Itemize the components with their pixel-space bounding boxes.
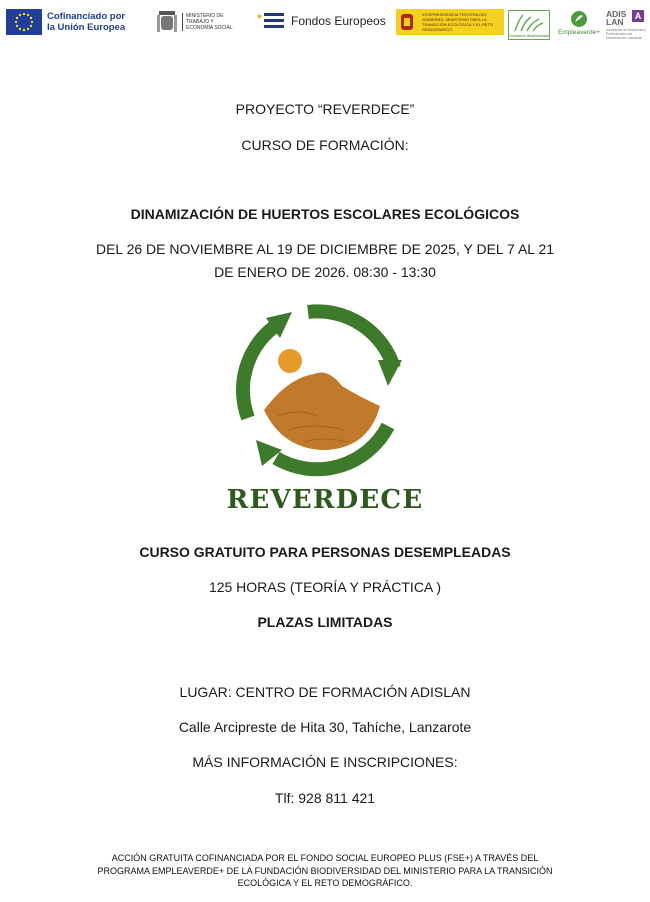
phone-text: Tlf: 928 811 421 bbox=[274, 790, 376, 806]
footer-line-1: ACCIÓN GRATUITA COFINANCIADA POR EL FONDO SOCIAL EUROPEO PLUS (FSE+) A TRAVÉS DEL bbox=[111, 853, 539, 863]
grass-icon bbox=[509, 11, 549, 33]
adislan-subtitle: Asociación de Empresas y Profesionales del Desarrollo de Lanzarote bbox=[606, 28, 646, 40]
course-dates-line-2: DE ENERO DE 2026. 08:30 - 13:30 bbox=[214, 264, 436, 280]
limited-places-text: PLAZAS LIMITADAS bbox=[257, 614, 393, 630]
fondos-europeos-logo bbox=[256, 10, 386, 32]
fondos-europeos-icon bbox=[256, 10, 286, 32]
fundacion-biodiversidad-text: Fundación Biodiversidad bbox=[509, 34, 549, 38]
eu-flag-icon bbox=[6, 9, 42, 35]
eu-logo bbox=[6, 9, 129, 35]
fundacion-biodiversidad-box bbox=[508, 10, 550, 40]
coat-of-arms-icon bbox=[156, 9, 178, 35]
spain-crest-icon bbox=[400, 12, 414, 32]
reverdece-logo bbox=[218, 298, 426, 480]
ministry-logo-text: MINISTERIO DE TRABAJO Y ECONOMÍA SOCIAL bbox=[182, 13, 234, 31]
location-place: LUGAR: CENTRO DE FORMACIÓN ADISLAN bbox=[179, 684, 471, 700]
fundacion-biodiversidad-logo bbox=[508, 10, 550, 40]
course-name: DINAMIZACIÓN DE HUERTOS ESCOLARES ECOLÓGICOS bbox=[130, 206, 520, 222]
project-title: PROYECTO “REVERDECE” bbox=[235, 101, 415, 117]
footer-note bbox=[60, 852, 590, 890]
adislan-text-bottom: LAN bbox=[606, 17, 624, 27]
adislan-text-top: ADIS bbox=[606, 9, 627, 19]
footer-line-2: PROGRAMA EMPLEAVERDE+ DE LA FUNDACIÓN BIODIVERSIDAD DEL MINISTERIO PARA LA TRANSICIÓN bbox=[97, 865, 553, 876]
gobierno-banner bbox=[396, 9, 504, 35]
svg-text:★: ★ bbox=[256, 12, 264, 21]
empleaverde-logo bbox=[556, 10, 602, 36]
adislan-a-icon: A bbox=[632, 10, 644, 22]
adislan-logo bbox=[606, 10, 646, 40]
free-course-text: CURSO GRATUITO PARA PERSONAS DESEMPLEADAS bbox=[139, 544, 511, 560]
hours-text: 125 HORAS (TEORÍA Y PRÁCTICA ) bbox=[208, 579, 442, 595]
eu-logo-text: Cofinanciado por la Unión Europea bbox=[47, 11, 126, 33]
ministry-logo bbox=[156, 9, 234, 35]
leaf-icon bbox=[570, 10, 588, 28]
mountain-shape bbox=[264, 373, 380, 451]
sponsor-logos-bar bbox=[0, 6, 650, 40]
sun-icon bbox=[278, 349, 302, 373]
gobierno-text: VICEPRESIDENCIA TERCERA DEL GOBIERNO. MINISTERIO PARA LA TRANSICIÓN ECOLÓGICA Y EL RETO DEMOGRÁFICO bbox=[422, 12, 493, 32]
course-dates-line-1: DEL 26 DE NOVIEMBRE AL 19 DE DICIEMBRE DE 2025, Y DEL 7 AL 21 bbox=[95, 241, 555, 257]
location-address: Calle Arcipreste de Hita 30, Tahíche, Lanzarote bbox=[178, 719, 472, 735]
fondos-europeos-text: Fondos Europeos bbox=[291, 14, 386, 28]
brand-name: REVERDECE bbox=[226, 485, 424, 515]
more-info-text: MÁS INFORMACIÓN E INSCRIPCIONES: bbox=[192, 754, 458, 770]
course-subtitle: CURSO DE FORMACIÓN: bbox=[241, 137, 409, 153]
gobierno-logo bbox=[396, 9, 504, 35]
footer-line-3: ECOLÓGICA Y EL RETO DEMOGRÁFICO. bbox=[237, 878, 413, 888]
empleaverde-text: Empleaverde+ bbox=[557, 29, 601, 36]
